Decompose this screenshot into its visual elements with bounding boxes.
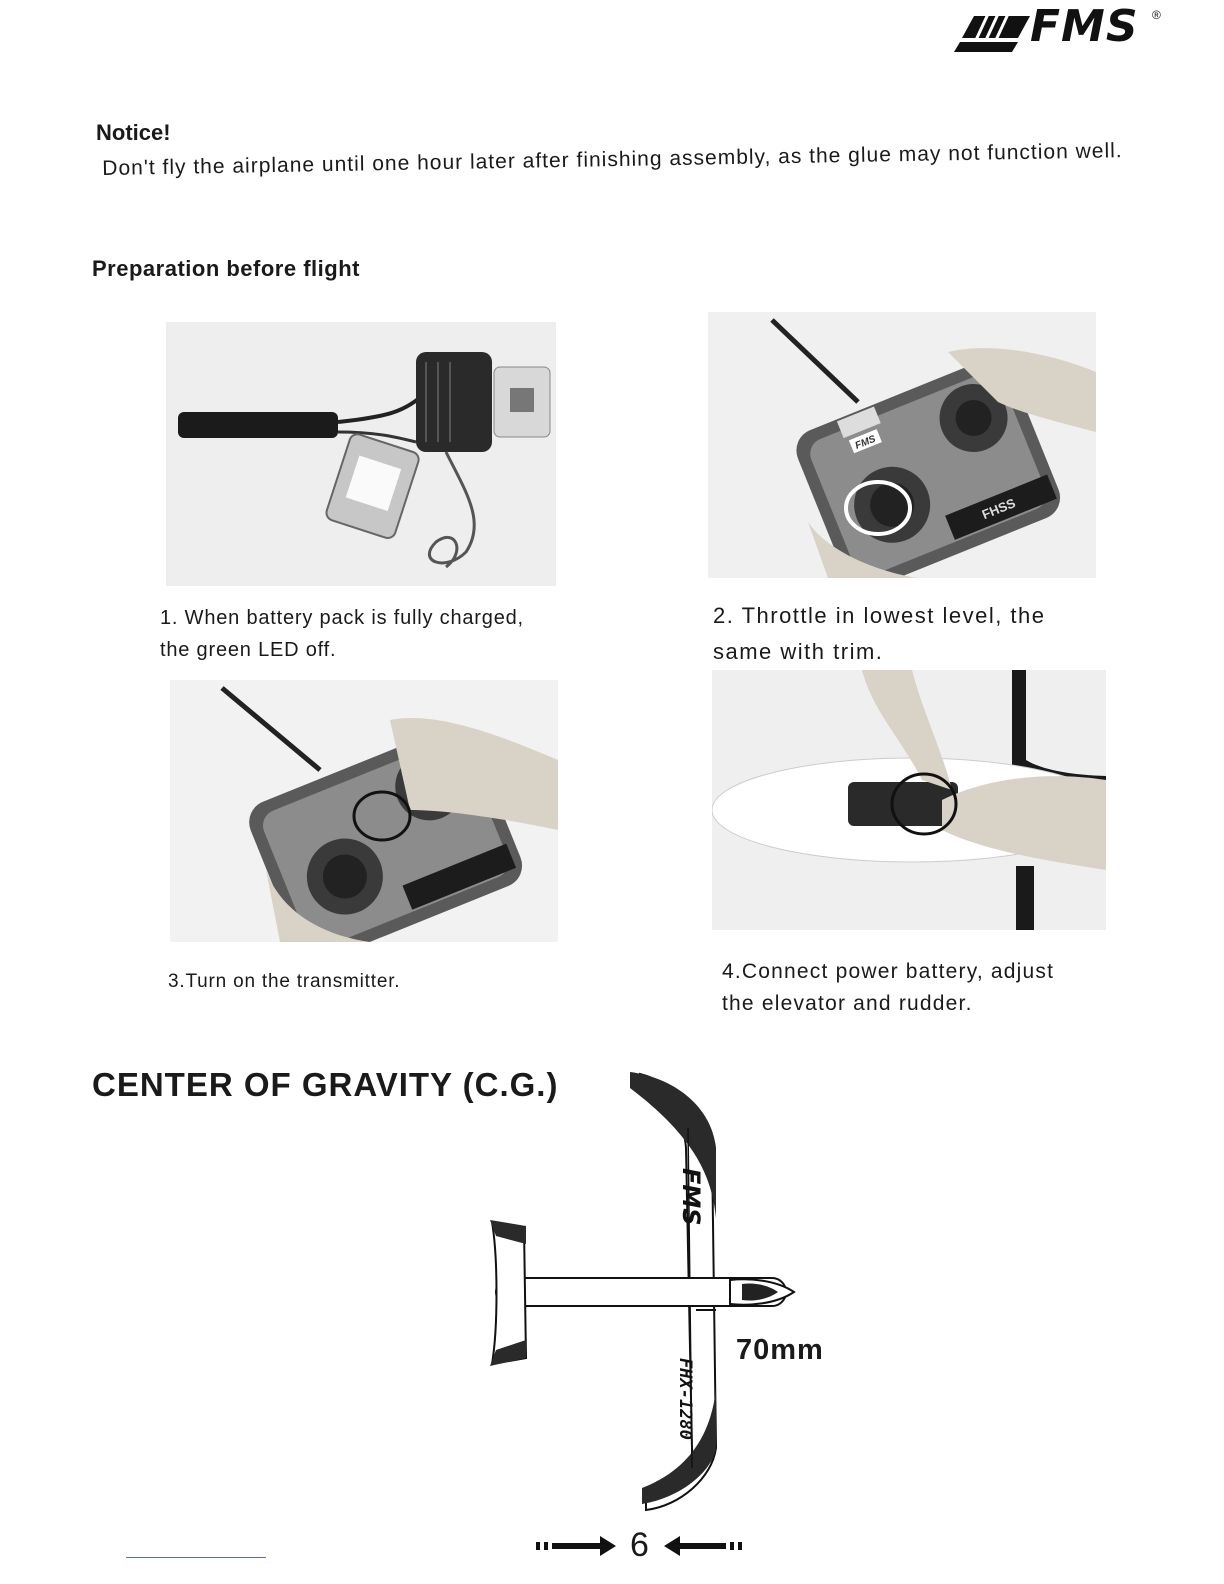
cg-measurement: 70mm <box>736 1334 824 1366</box>
notice-title: Notice! <box>96 120 171 145</box>
charger-battery-photo <box>166 322 556 586</box>
step-4-caption <box>722 956 1054 1020</box>
step-4-line-1: 4.Connect power battery, adjust <box>722 960 1055 983</box>
step-2-caption <box>713 598 1046 670</box>
step-1-caption <box>160 602 524 666</box>
registered-mark: ® <box>1152 8 1161 22</box>
fms-logo <box>952 1 1167 52</box>
model-name-text: FHX-1280 <box>675 1358 695 1440</box>
step-2-line-2: same with trim. <box>713 639 884 664</box>
step-1-line-2: the green LED off. <box>160 639 337 661</box>
page-number <box>536 1524 746 1568</box>
step-1-line-1: 1. When battery pack is fully charged, <box>160 607 524 629</box>
step-2-line-1: 2. Throttle in lowest level, the <box>713 603 1046 628</box>
notice-body: Don't fly the airplane until one hour later after finishing assembly, as the glue may not function well. <box>102 139 1123 180</box>
logo-wordmark: FMS <box>1030 1 1139 52</box>
throttle-photo <box>708 312 1096 578</box>
step-3-line-1: 3.Turn on the transmitter. <box>168 971 401 992</box>
transmitter-brand-text: FMS <box>853 433 878 452</box>
connect-battery-photo <box>712 670 1106 930</box>
preparation-title: Preparation before flight <box>92 256 360 281</box>
cg-title: CENTER OF GRAVITY (C.G.) <box>92 1066 559 1103</box>
transmitter-model-text: FHSS <box>979 495 1018 523</box>
step-3-caption <box>168 966 400 998</box>
page-number-text: 6 <box>630 1526 649 1564</box>
footer-line <box>126 1557 266 1558</box>
logo-stripes-icon <box>952 8 1032 54</box>
transmitter-on-photo <box>170 680 558 942</box>
airplane-diagram <box>480 1068 810 1516</box>
wing-brand-text: FMS <box>677 1168 705 1226</box>
step-4-line-2: the elevator and rudder. <box>722 992 973 1015</box>
